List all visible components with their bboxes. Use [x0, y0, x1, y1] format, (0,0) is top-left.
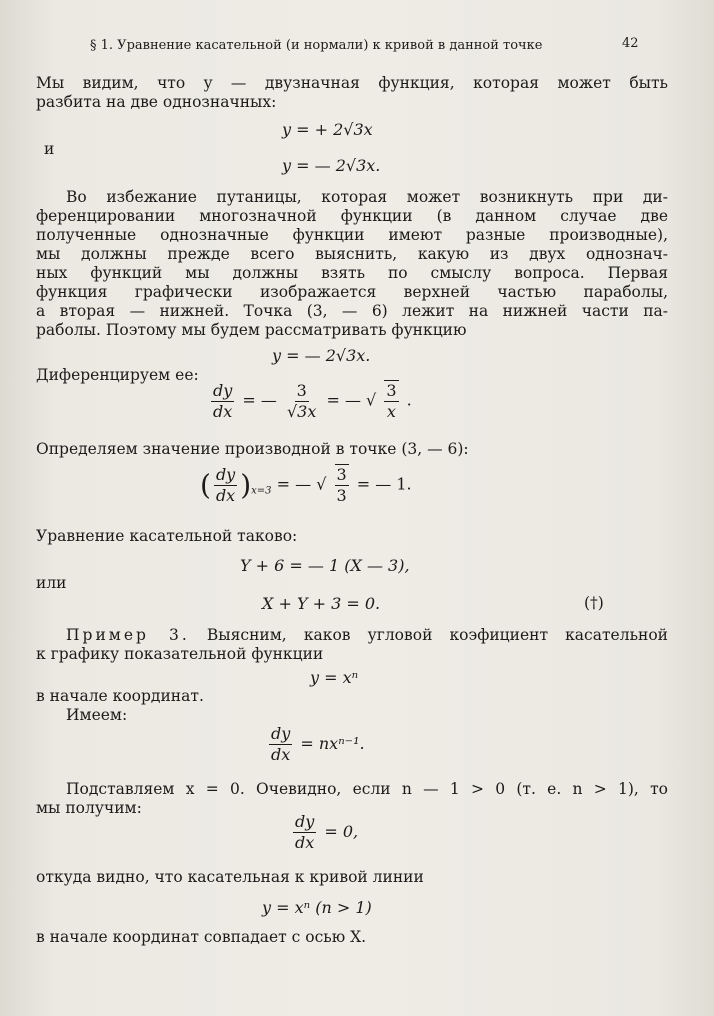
- text-line: разбита на две однозначных:: [36, 93, 277, 111]
- fraction: $\frac{dy}{dx}$: [215, 464, 236, 505]
- text-line: Имеем:: [66, 706, 128, 724]
- equation: y = xⁿ (n > 1): [262, 898, 372, 917]
- text-line: Определяем значение производной в точке (3, — 6):: [36, 440, 469, 458]
- equation: Y + 6 = — 1 (X — 3),: [240, 556, 410, 575]
- text-line: Мы видим, что y — двузначная функция, которая может быть: [36, 74, 668, 92]
- text-line: в начале координат совпадает с осью X.: [36, 928, 367, 946]
- fraction: $\frac{3}{x}$: [386, 381, 397, 421]
- text-line: откуда видно, что касательная к кривой линии: [36, 868, 424, 886]
- equation: y = — 2√3x.: [282, 156, 381, 175]
- fraction: $\frac{3}{3}$: [336, 465, 347, 505]
- equation-value: ( $\frac{dy}{dx}$ )$_{x=3}$ = — √ $\frac{3}{3}$ = — 1.: [200, 464, 412, 505]
- example-label: Пример 3.: [66, 626, 190, 644]
- equation: y = + 2√3x: [282, 120, 373, 139]
- text-line: и: [44, 140, 55, 158]
- text-line: или: [36, 574, 67, 592]
- page-number: 42: [622, 36, 639, 51]
- text-line: раболы. Поэтому мы будем рассматривать функцию: [36, 321, 467, 339]
- fraction: $\frac{dy}{dx}$: [295, 812, 315, 852]
- text-line: мы получим:: [36, 799, 142, 817]
- text-line: а вторая — нижней. Точка (3, — 6) лежит на нижней части па-: [36, 302, 668, 320]
- equation: X + Y + 3 = 0.: [262, 594, 381, 613]
- equation-mark: (†): [584, 594, 604, 612]
- text-line: Подставляем x = 0. Очевидно, если n — 1 > 0 (т. е. n > 1), то: [66, 780, 668, 798]
- text-line: Во избежание путаницы, которая может возникнуть при ди-: [66, 188, 668, 206]
- text-line: Диференцируем ее:: [36, 366, 199, 384]
- text-line: мы должны прежде всего выяснить, какую из двух однознач-: [36, 245, 668, 263]
- text-line: ференцировании многозначной функции (в данном случае две: [36, 207, 668, 225]
- text-line: Пример 3. Выясним, каков угловой коэфициент касательной: [66, 626, 668, 644]
- fraction: $\frac{dy}{dx}$: [213, 380, 233, 421]
- fraction: $\frac{dy}{dx}$: [271, 724, 291, 764]
- equation-derivative: $\frac{dy}{dx}$ = — $\frac{3}{√3x}$ = — √ $\frac{3}{x}$ .: [213, 380, 412, 421]
- equation-derivative: $\frac{dy}{dx}$ = nxⁿ⁻¹.: [271, 724, 365, 764]
- text-line: функция графически изображается верхней частью параболы,: [36, 283, 668, 301]
- text-line: к графику показательной функции: [36, 645, 324, 663]
- equation: y = — 2√3x.: [272, 346, 371, 365]
- equation: y = xⁿ: [310, 668, 359, 687]
- running-header: § 1. Уравнение касательной (и нормали) к кривой в данной точке: [90, 38, 543, 53]
- text-line: полученные однозначные функции имеют разные производные),: [36, 226, 668, 244]
- text-line: Уравнение касательной таково:: [36, 527, 298, 545]
- equation-derivative: $\frac{dy}{dx}$ = 0,: [295, 812, 359, 852]
- text-line: в начале координат.: [36, 687, 204, 705]
- fraction: $\frac{3}{√3x}$: [286, 380, 317, 421]
- text-line: ных функций мы должны взять по смыслу вопроса. Первая: [36, 264, 668, 282]
